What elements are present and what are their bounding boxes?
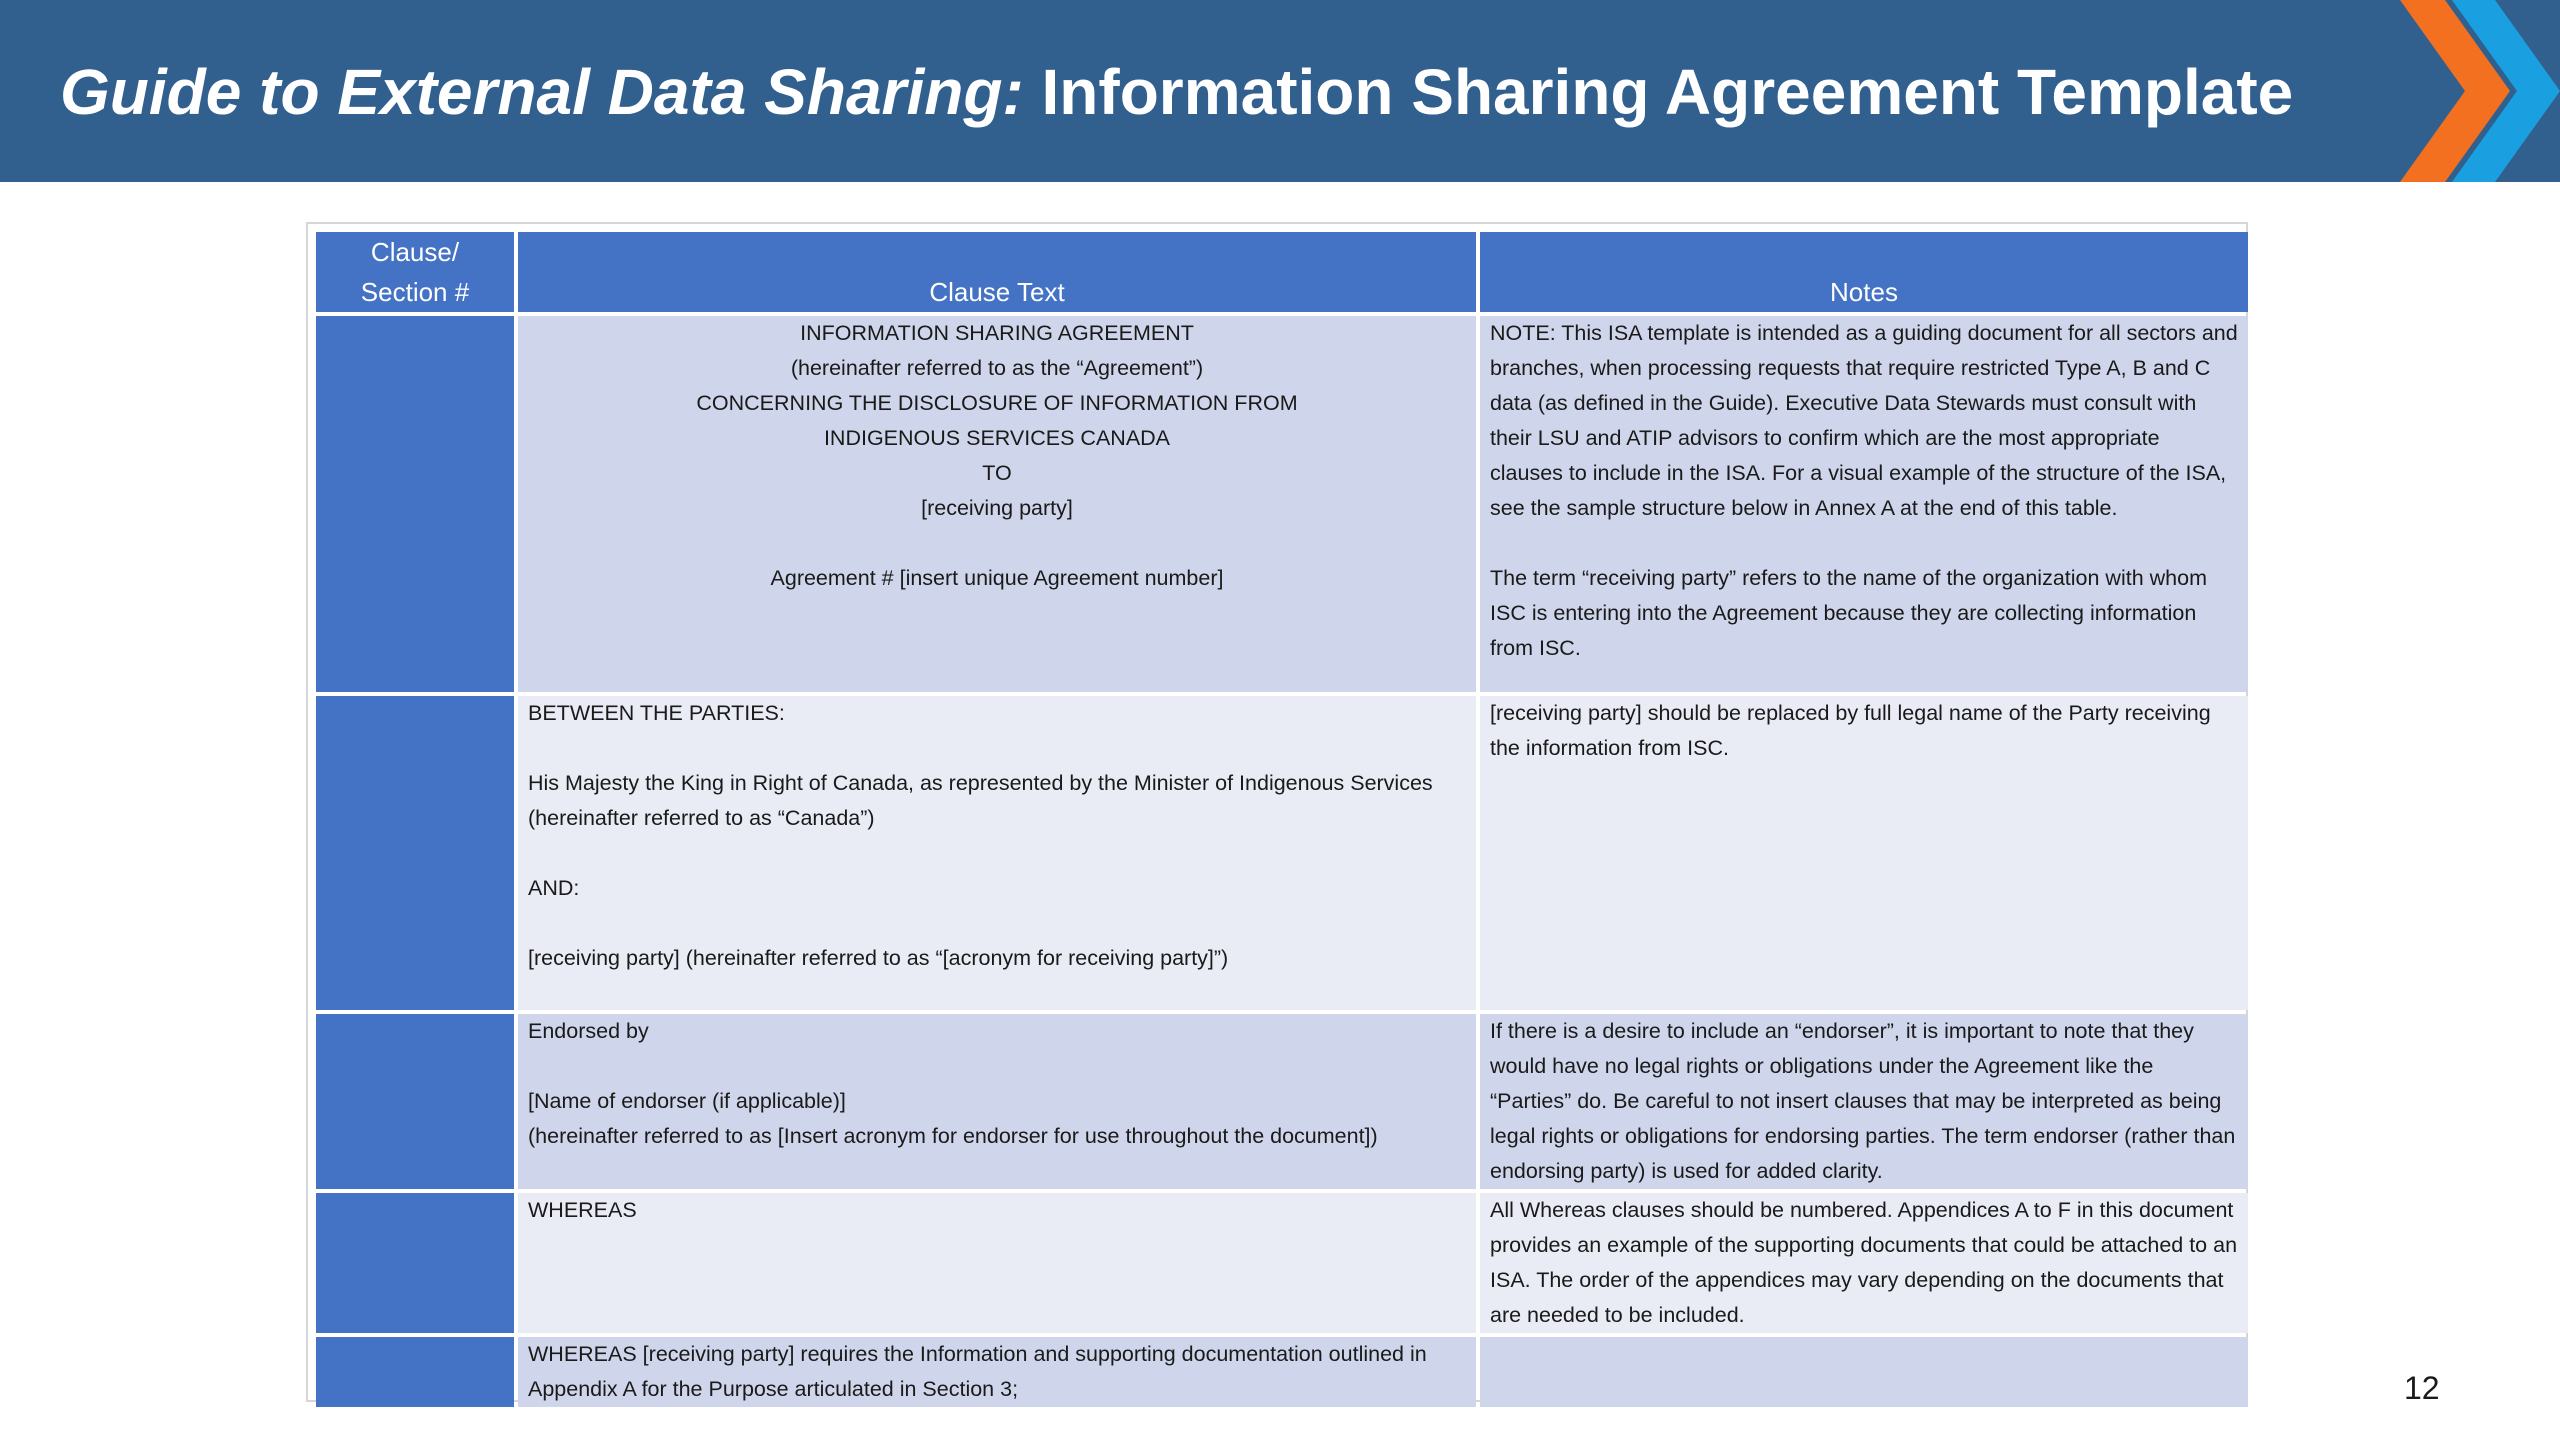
- table-row: [316, 1014, 2248, 1189]
- clause-line: CONCERNING THE DISCLOSURE OF INFORMATION FROM: [696, 391, 1298, 415]
- clause-line: INDIGENOUS SERVICES CANADA: [823, 426, 1171, 450]
- clause-number-cell: [316, 1014, 514, 1189]
- table-row: [316, 316, 2248, 692]
- clause-number-cell: [316, 1337, 514, 1407]
- clause-table: [312, 228, 2252, 1411]
- clause-line: [528, 731, 1466, 766]
- note-paragraph: NOTE: This ISA template is intended as a guiding document for all sectors and branches, when processing requests that require restricted Type A, B and C data (as defined in the Guide). Executive Data Stewards must consult with their LSU and ATIP advisors to confirm which are the most appropriate clauses to include in the ISA. For a visual example of the structure of the ISA, see the sample structure below in Annex A at the end of this table.: [1490, 321, 2238, 520]
- clause-line: [Name of endorser (if applicable)]: [528, 1089, 846, 1113]
- note-cell: [1480, 1014, 2248, 1189]
- clause-line: [528, 1049, 1466, 1084]
- page-number: 12: [2404, 1370, 2440, 1406]
- clause-text-cell: [518, 1014, 1476, 1189]
- clause-line: (hereinafter referred to as “Canada”): [528, 806, 875, 830]
- clause-line: Agreement # [insert unique Agreement number]: [770, 566, 1224, 590]
- clause-number-cell: [316, 316, 514, 692]
- table-row: [316, 1193, 2248, 1333]
- clause-line: [receiving party]: [921, 496, 1073, 520]
- note-cell: [1480, 696, 2248, 1010]
- header-clause-text: Clause Text: [518, 232, 1476, 312]
- note-cell: [1480, 1337, 2248, 1407]
- clause-line: (hereinafter referred to as [Insert acronym for endorser for use throughout the document]): [528, 1124, 1378, 1148]
- clause-line: [528, 906, 1466, 941]
- clause-line: His Majesty the King in Right of Canada, as represented by the Minister of Indigenous Services: [528, 771, 1433, 795]
- note-paragraph: The term “receiving party” refers to the name of the organization with whom ISC is entering into the Agreement because they are collecting information from ISC.: [1490, 566, 2207, 660]
- clause-text-cell: [518, 1193, 1476, 1333]
- clause-text-cell: [518, 316, 1476, 692]
- table-header-row: [316, 232, 2248, 312]
- note-cell: [1480, 1193, 2248, 1333]
- note-paragraph: If there is a desire to include an “endorser”, it is important to note that they would have no legal rights or obligations under the Agreement like the “Parties” do. Be careful to not insert clauses that may be interpreted as being legal rights or obligations for endorsing parties. The term endorser (rather than endorsing party) is used for added clarity.: [1490, 1019, 2236, 1183]
- clause-text-cell: [518, 1337, 1476, 1407]
- header-banner: [0, 0, 2560, 182]
- header-clause-line1: Clause/: [370, 237, 460, 267]
- slide-title-rest: Information Sharing Agreement Template: [1023, 56, 2294, 128]
- note-paragraph: All Whereas clauses should be numbered. Appendices A to F in this document provides an example of the supporting documents that could be attached to an ISA. The order of the appendices may vary depending on the documents that are needed to be included.: [1490, 1198, 2238, 1327]
- note-paragraph: [receiving party] should be replaced by full legal name of the Party receiving the information from ISC.: [1490, 701, 2211, 760]
- header-notes: Notes: [1480, 232, 2248, 312]
- table-row: [316, 1337, 2248, 1407]
- clause-line: Endorsed by: [528, 1019, 649, 1043]
- chevron-decoration-icon: [2400, 0, 2560, 182]
- slide-title-italic: Guide to External Data Sharing:: [60, 56, 1024, 128]
- table-row: [316, 696, 2248, 1010]
- header-clause-line2: Section #: [360, 277, 470, 307]
- note-cell: [1480, 316, 2248, 692]
- clause-line: [528, 836, 1466, 871]
- header-clause-section: [316, 232, 514, 312]
- clause-number-cell: [316, 1193, 514, 1333]
- clause-line: INFORMATION SHARING AGREEMENT: [800, 321, 1194, 345]
- clause-text-cell: [518, 696, 1476, 1010]
- clause-line: TO: [982, 461, 1012, 485]
- clause-number-cell: [316, 696, 514, 1010]
- clause-line: BETWEEN THE PARTIES:: [528, 701, 785, 725]
- clause-table-container: [308, 224, 2246, 1400]
- clause-line: (hereinafter referred to as the “Agreement”): [790, 356, 1204, 380]
- slide-title: [60, 52, 2293, 132]
- clause-line: [528, 526, 1466, 561]
- clause-line: WHEREAS: [528, 1198, 637, 1222]
- clause-line: WHEREAS [receiving party] requires the Information and supporting documentation outlined in Appendix A for the Purpose articulated in Section 3;: [528, 1342, 1427, 1401]
- clause-line: AND:: [528, 876, 580, 900]
- clause-line: [receiving party] (hereinafter referred to as “[acronym for receiving party]”): [528, 946, 1229, 970]
